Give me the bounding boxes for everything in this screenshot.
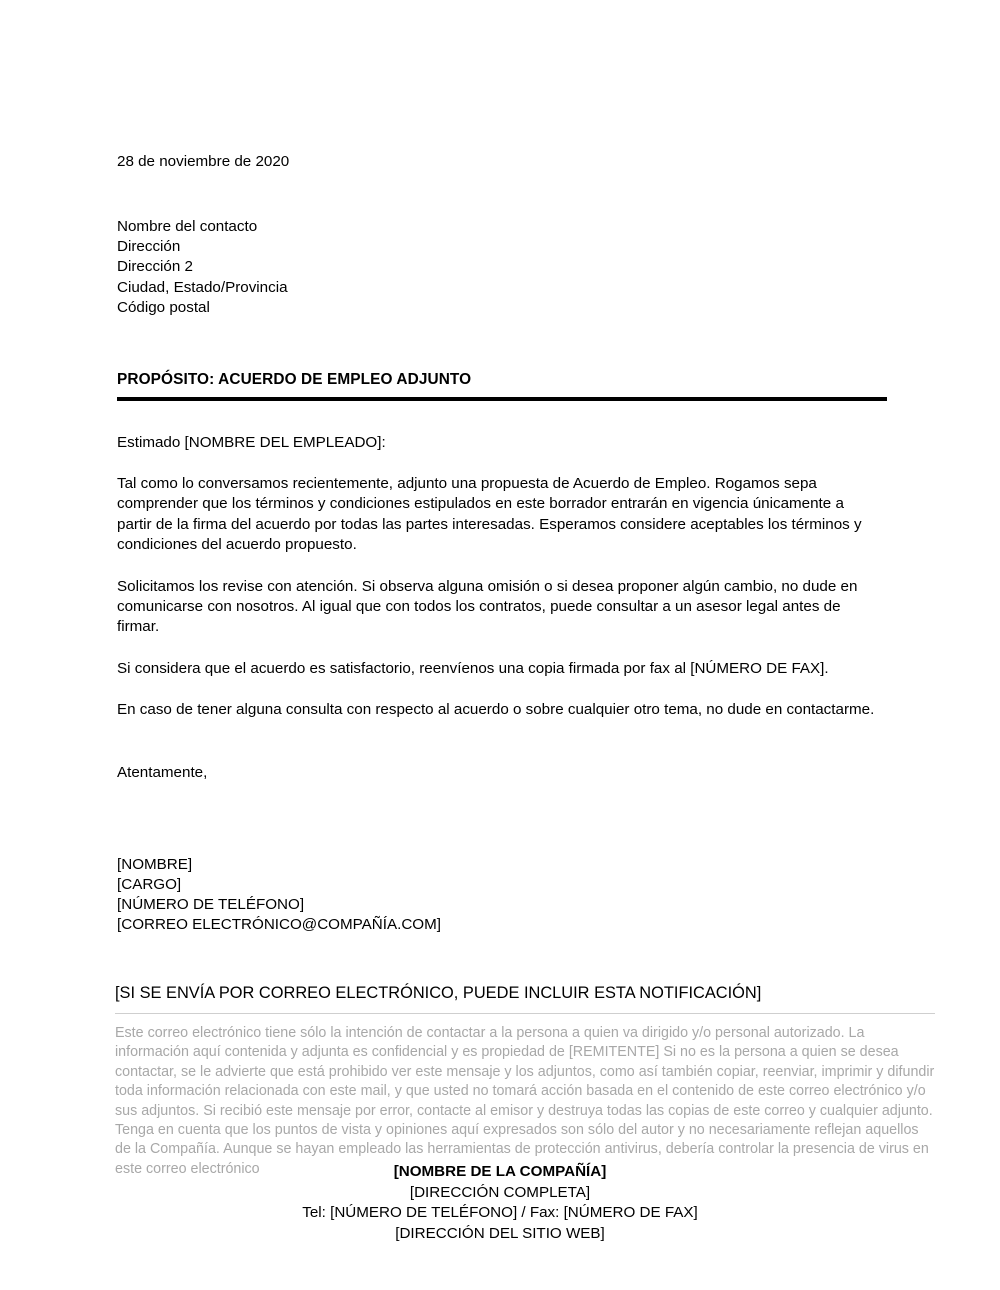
- recipient-address-block: [117, 217, 877, 318]
- salutation-line: Estimado [NOMBRE DEL EMPLEADO]:: [117, 434, 386, 452]
- company-website: [DIRECCIÓN DEL SITIO WEB]: [395, 1224, 605, 1242]
- company-name: [NOMBRE DE LA COMPAÑÍA]: [393, 1163, 607, 1180]
- subject-divider: [117, 397, 887, 401]
- signature-title: [CARGO]: [117, 875, 182, 893]
- email-disclaimer-text: Este correo electrónico tiene sólo la intención de contactar a la persona a quien va dirigido y/o personal autorizado. La información aquí contenida y adjunta es confidencial y es propiedad de [REMITENTE] Si no es la persona a quien se desea contactar, se le advierte que está prohibido ver este mensaje y los adjuntos, como así también copiar, reenviar, imprimir y difundir toda información relacionada con este mail, y que usted no tomará acción basada en el contenido de este correo electrónico y/o sus adjuntos. Si recibió este mensaje por error, contacte al emisor y destruya todas las copias de este correo y cualquier adjunto. Tenga en cuenta que los puntos de vista y opiniones aquí expresados son sólo del autor y no necesariamente reflejan aquellos de la Compañía. Aunque se hayan empleado las herramientas de protección antivirus, debería controlar la presencia de virus en este correo electrónico: [115, 1025, 935, 1177]
- closing-line: Atentamente,: [117, 763, 208, 781]
- company-phone-fax: Tel: [NÚMERO DE TELÉFONO] / Fax: [NÚMERO DE FAX]: [302, 1204, 698, 1222]
- address-line: Dirección: [117, 238, 181, 256]
- notice-heading: [SI SE ENVÍA POR CORREO ELECTRÓNICO, PUEDE INCLUIR ESTA NOTIFICACIÓN]: [115, 984, 762, 1002]
- notice-divider: [115, 1013, 935, 1014]
- company-address: [DIRECCIÓN COMPLETA]: [409, 1183, 591, 1201]
- signature-name: [NOMBRE]: [117, 855, 193, 873]
- address-line: Ciudad, Estado/Provincia: [117, 278, 288, 296]
- company-footer: [0, 1162, 1000, 1244]
- body-paragraph-4: En caso de tener alguna consulta con respecto al acuerdo o sobre cualquier otro tema, no dude en contactarme.: [117, 701, 875, 719]
- letter-date: 28 de noviembre de 2020: [117, 153, 290, 170]
- body-paragraph-3: Si considera que el acuerdo es satisfactorio, reenvíenos una copia firmada por fax al [NÚMERO DE FAX].: [117, 659, 829, 677]
- email-notice-section: [115, 983, 935, 1179]
- signature-phone: [NÚMERO DE TELÉFONO]: [117, 896, 305, 914]
- signature-email: [CORREO ELECTRÓNICO@COMPAÑÍA.COM]: [117, 916, 441, 934]
- letter-body: [117, 152, 877, 935]
- signature-block: [117, 855, 877, 936]
- subject-heading: PROPÓSITO: ACUERDO DE EMPLEO ADJUNTO: [117, 371, 472, 389]
- body-paragraph-1: Tal como lo conversamos recientemente, adjunto una propuesta de Acuerdo de Empleo. Rogamos sepa comprender que los términos y condiciones estipulados en este borrador entrarán en vigencia únicamente a partir de la firma del acuerdo por todas las partes interesadas. Esperamos considere aceptables los términos y condiciones del acuerdo propuesto.: [117, 475, 862, 554]
- address-line: Nombre del contacto: [117, 218, 258, 235]
- body-paragraph-2: Solicitamos los revise con atención. Si observa alguna omisión o si desea proponer algún cambio, no dude en comunicarse con nosotros. Al igual que con todos los contratos, puede consultar a un asesor legal antes de firmar.: [117, 577, 858, 636]
- address-line: Código postal: [117, 298, 210, 316]
- address-line: Dirección 2: [117, 258, 193, 276]
